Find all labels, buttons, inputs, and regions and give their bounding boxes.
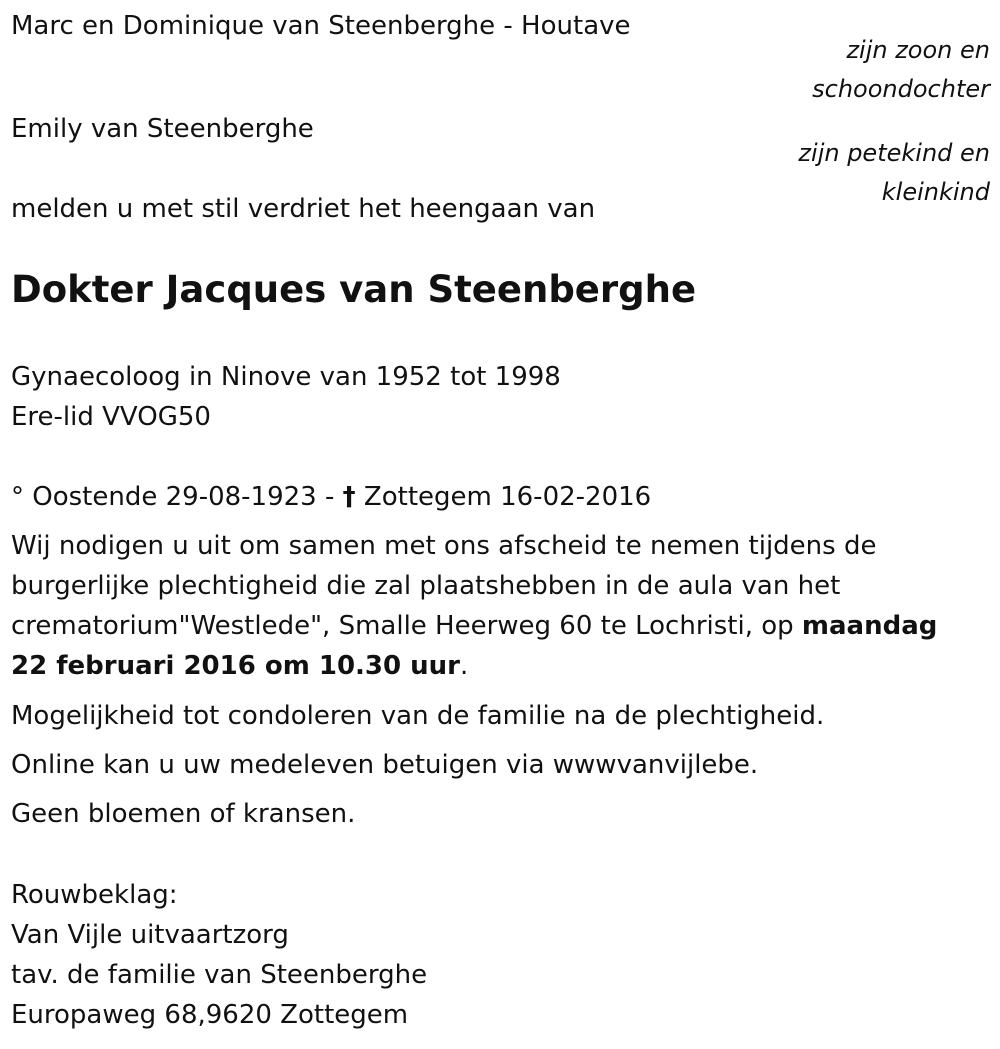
family-line-1: Marc en Dominique van Steenberghe - Houtave	[11, 11, 631, 41]
ceremony-paragraph	[11, 526, 971, 686]
deceased-name: Dokter Jacques van Steenberghe	[11, 268, 697, 311]
ceremony-text: Wij nodigen u uit om samen met ons afscheid te nemen tijdens de burgerlijke plechtigheid die zal plaatshebben in de aula van het crematorium"Westlede", Smalle Heerweg 60 te Lochristi, op	[11, 531, 877, 641]
life-dates	[11, 477, 651, 517]
relation-son: zijn zoon en	[846, 36, 990, 64]
family-line-2: Emily van Steenberghe	[11, 114, 314, 144]
profession: Gynaecoloog in Ninove van 1952 tot 1998	[11, 362, 561, 392]
birth-info: ° Oostende 29-08-1923 -	[11, 482, 335, 512]
cross-icon: †	[342, 482, 356, 512]
address-label: Rouwbeklag:	[11, 880, 178, 910]
ceremony-end: .	[460, 651, 469, 681]
relation-godchild: zijn petekind en	[798, 139, 990, 167]
honorary-member: Ere-lid VVOG50	[11, 402, 211, 432]
ceremony-date: maandag 22 februari 2016 om 10.30 uur	[11, 611, 938, 681]
address-org: Van Vijle uitvaartzorg	[11, 920, 289, 950]
address-street: Europaweg 68,9620 Zottegem	[11, 1000, 409, 1030]
relation-daughter-in-law: schoondochter	[812, 75, 990, 103]
flowers-note: Geen bloemen of kransen.	[11, 799, 356, 829]
address-attn: tav. de familie van Steenberghe	[11, 960, 428, 990]
condolence-note: Mogelijkheid tot condoleren van de familie na de plechtigheid.	[11, 701, 825, 731]
announcement: melden u met stil verdriet het heengaan van	[11, 194, 596, 224]
death-info: Zottegem 16-02-2016	[363, 482, 652, 512]
relation-grandchild: kleinkind	[881, 178, 990, 206]
online-note: Online kan u uw medeleven betuigen via wwwvanvijlebe.	[11, 750, 759, 780]
